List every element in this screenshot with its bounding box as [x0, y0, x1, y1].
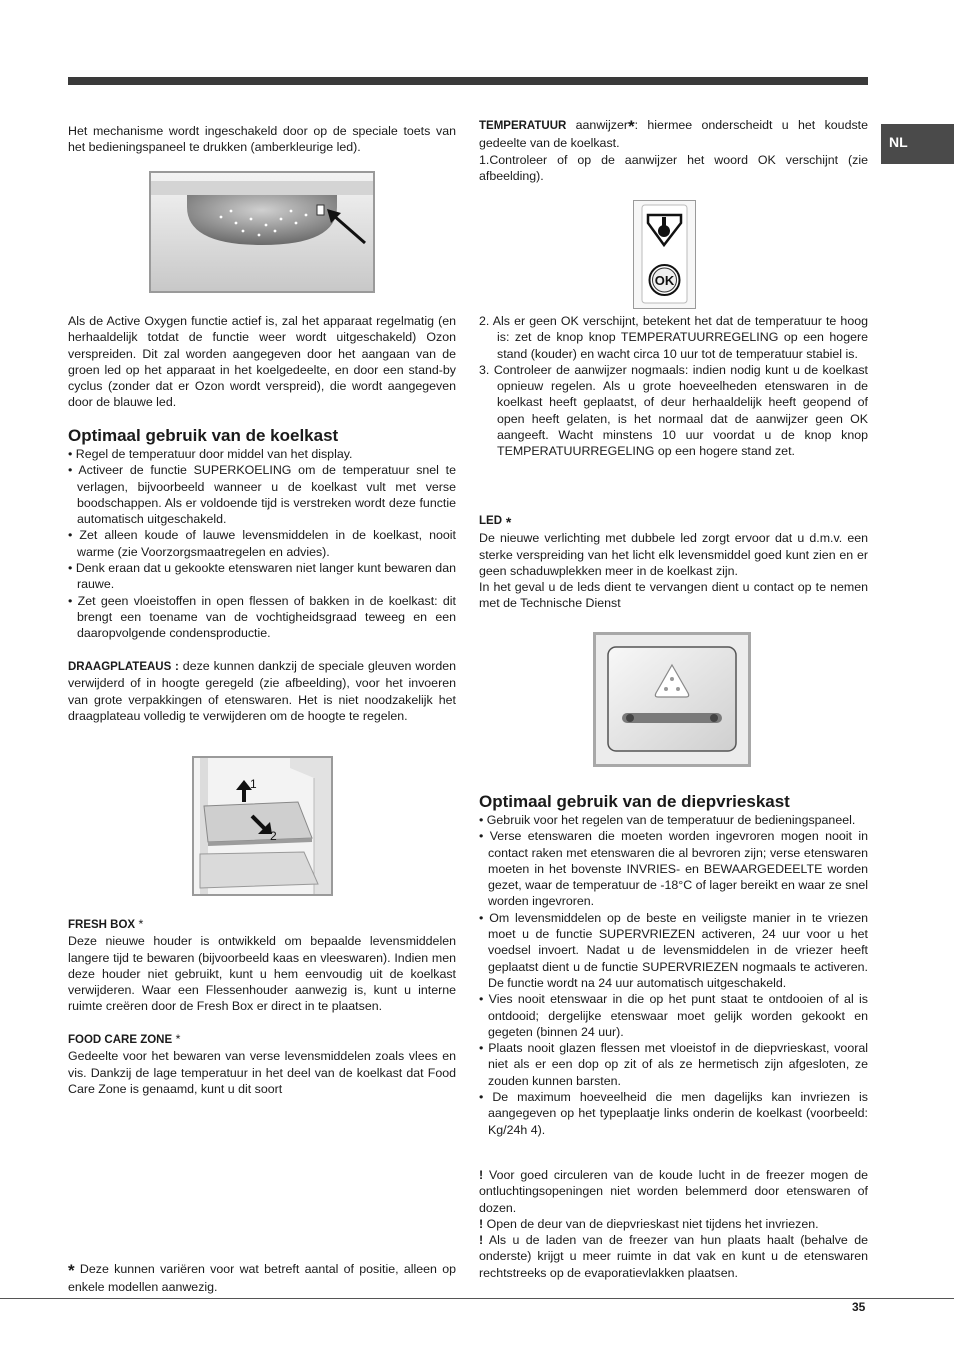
ozone-module-illustration	[151, 173, 373, 291]
fridge-bullet: • Zet geen vloeistoffen in open flessen of bakken in de koelkast: dit brengt een toename van de vochtigheidsgraad teweeg en een daaropvolgende condensproductie.	[68, 593, 456, 641]
led-label: LED	[479, 515, 502, 527]
fridge-section	[68, 426, 456, 642]
step-number: 3.	[479, 362, 490, 377]
led-star: *	[502, 514, 512, 530]
page-number: 35	[852, 1300, 866, 1314]
food-care-section	[68, 1031, 456, 1097]
led-text-2: In het geval u de leds dient te vervangen dient u contact op te nemen met de Technische Dienst	[479, 580, 868, 611]
step-number: 2.	[479, 314, 490, 328]
food-care-text: Gedeelte voor het bewaren van verse levensmiddelen zoals vlees en vis. Dankzij de lage temperatuur in het deel van de koelkast dat Food Care Zone is genaamd, kunt u dit soort	[68, 1049, 456, 1096]
warning-text: Open de deur van de diepvrieskast niet tijdens het invriezen.	[483, 1216, 819, 1231]
warning-mark: !	[479, 1233, 484, 1248]
freezer-heading: Optimaal gebruik van de diepvrieskast	[479, 792, 790, 811]
fridge-bullet: • Activeer de functie SUPERKOELING om de temperatuur snel te verlagen, bijvoorbeeld wanneer u de koelkast vult met verse boodschappen. Als er voldoende tijd is verstreken wordt deze functie automatisch uitgeschakeld.	[68, 463, 456, 527]
shelf-label-1: 1	[250, 777, 257, 791]
fresh-box-text: Deze nieuwe houder is ontwikkeld om bepaalde levensmiddelen langere tijd te bewaren (bijvoorbeeld kaas en vleeswaren). Indien men deze houder niet gebruikt, kunt u hem eenvoudig uit de koelkast verwijderen. Waar een Flessenhouder aanwezig is, kunt u interne ruimte creëren door de Fresh Box er direct in te plaatsen.	[68, 934, 456, 1014]
temperature-star: *	[628, 117, 635, 136]
footnote	[68, 1261, 456, 1296]
freezer-bullet: • Plaats nooit glazen flessen met vloeistof in de diepvrieskast, vooral niet als er een dop op zit of als ze hermetisch zijn afgesloten, ze zouden kunnen barsten.	[479, 1041, 868, 1088]
fresh-box-star: *	[135, 917, 144, 931]
food-care-star: *	[172, 1032, 181, 1046]
active-oxygen-text: Als de Active Oxygen functie actief is, zal het apparaat regelmatig (en herhaaldelijk totdat de functie weer wordt uitgeschakeld) Ozon verspreiden. Dit zal worden aangegeven door het aangaan van de groen led op het apparaat in het koelgedeelte, en door een stand-by cyclus (zonder dat er Ozon wordt verspreid), die wordt aangegeven door de blauwe led.	[68, 314, 456, 410]
led-section	[479, 512, 868, 612]
food-care-label: FOOD CARE ZONE	[68, 1034, 173, 1046]
led-text: De nieuwe verlichting met dubbele led zorgt ervoor dat u d.m.v. een sterke verspreiding van het licht elk levensmiddel goed kunt zien en er geen schaduwplekken meer in de koelkast zijn.	[479, 531, 868, 578]
draagplateaus-label: DRAAGPLATEAUS :	[68, 661, 179, 673]
warning-text: Als u de laden van de freezer van hun plaats haalt (behalve de onderste) krijgt u meer ruimte in dat vak en kunt u de etenswaren rechtstreeks op de evaporatievlakken plaatsen.	[479, 1233, 868, 1280]
warning-text: Voor goed circuleren van de koude lucht in de freezer mogen de ontluchtingsopeningen niet worden belemmerd door etenswaren of dozen.	[479, 1168, 868, 1215]
temperature-section	[479, 117, 868, 184]
warning-mark: !	[479, 1216, 484, 1231]
footer-rule	[0, 1298, 954, 1299]
fridge-bullet: • Regel de temperatuur door middel van het display.	[68, 447, 353, 461]
temperature-step-1: 1.Controleer of op de aanwijzer het woord OK verschijnt (zie afbeelding).	[479, 152, 868, 183]
intro-text: Het mechanisme wordt ingeschakeld door op de speciale toets van het bedieningspaneel te drukken (amberkleurige led).	[68, 124, 456, 155]
fridge-bullet: • Denk eraan dat u gekookte etenswaren niet langer kunt bewaren dan rauwe.	[68, 561, 456, 592]
temperature-indicator-illustration	[634, 201, 695, 308]
header-rule	[68, 77, 868, 85]
footnote-text: Deze kunnen variëren voor wat betreft aantal of positie, alleen op enkele modellen aanwezig.	[68, 1262, 456, 1295]
fresh-box-section	[68, 916, 456, 1015]
intro-paragraph	[68, 123, 456, 156]
temperature-steps	[479, 313, 868, 460]
draagplateaus-paragraph	[68, 658, 456, 724]
temperature-label: TEMPERATUUR	[479, 120, 567, 132]
draagplateaus-text: deze kunnen dankzij de speciale gleuven worden verwijderd of in hoogte geregeld (zie afbeelding), voor het invoeren van grote verpakkingen of etenswaren. Het is niet noodzakelijk het draagplateau volledig te verwijderen om de hoogte te regelen.	[68, 659, 456, 723]
shelf-label-2: 2	[270, 829, 277, 843]
step-text: Controleer de aanwijzer nogmaals: indien nodig kunt u de koelkast opnieuw regelen. Als u grote hoeveelheden etenswaren in de koelkast heeft geplaatst, of deur herhaaldelijk heeft geopend of open heeft gelaten, is het normaal dat de aanwijzer geen OK aangeeft. Wacht minstens 10 uur voordat u de knop knop TEMPERATUURREGELING op een hogere stand zet.	[493, 362, 868, 459]
ozone-module-image	[149, 171, 375, 293]
led-light-illustration	[596, 635, 748, 764]
temperature-text: : hiermee onderscheidt u het koudste gedeelte van de koelkast.	[479, 118, 868, 151]
freezer-bullet: • Om levensmiddelen op de beste en veiligste manier in te vriezen moet u de functie SUPERVRIEZEN activeren, 24 uur voor u het voedsel invoert. Nadat u de levensmiddelen in de vriezer heeft geplaatst dient u de functie SUPERVRIEZEN nogmaals te activeren. De functie wordt na 24 uur automatisch uitgeschakeld.	[479, 910, 868, 990]
freezer-section	[479, 792, 868, 1138]
freezer-bullet: • Gebruik voor het regelen van de temperatuur de bedieningspaneel.	[479, 813, 856, 827]
fridge-bullet: • Zet alleen koude of lauwe levensmiddelen in de koelkast, nooit warme (zie Voorzorgsmaatregelen en advies).	[68, 528, 456, 559]
language-tab: NL	[881, 124, 954, 164]
warnings	[479, 1167, 868, 1281]
temperature-word: aanwijzer	[566, 118, 628, 132]
led-light-image	[593, 632, 751, 767]
ok-text: OK	[654, 273, 675, 288]
freezer-bullet: • De maximum hoeveelheid die men dagelijks kan invriezen is aangegeven op het typeplaatje links onderin de koelkast (voorbeeld: Kg/24h 4).	[479, 1090, 868, 1137]
freezer-bullet: • Vies nooit etenswaar in die op het punt staat te ontdooien of al is ontdooid; dergelijke etenswaar moet gelijk worden gekookt en gegeten (binnen 24 uur).	[479, 992, 868, 1039]
freezer-bullet: • Verse etenswaren die moeten worden ingevroren mogen nooit in contact raken met etenswaren die al bevroren zijn; verse etenswaren moeten in het bovenste INVRIES- en BEWAARGEDEELTE worden gezet, waar de temperatuur de -18°C of lager bereikt en waar ze snel worden ingevroren.	[479, 829, 868, 909]
warning-mark: !	[479, 1168, 484, 1182]
active-oxygen-paragraph	[68, 313, 456, 411]
shelf-adjust-illustration	[194, 758, 331, 894]
fresh-box-label: FRESH BOX	[68, 919, 136, 931]
temperature-indicator-image	[633, 200, 696, 309]
fridge-heading: Optimaal gebruik van de koelkast	[68, 426, 339, 445]
step-text: Als er geen OK verschijnt, betekent het dat de temperatuur te hoog is: zet de knop knop TEMPERATUURREGELING op een hogere stand (kouder) en wacht circa 10 uur tot de temperatuur stabiel is.	[492, 314, 868, 361]
footnote-star: *	[68, 1261, 75, 1280]
shelf-adjust-image	[192, 756, 333, 896]
